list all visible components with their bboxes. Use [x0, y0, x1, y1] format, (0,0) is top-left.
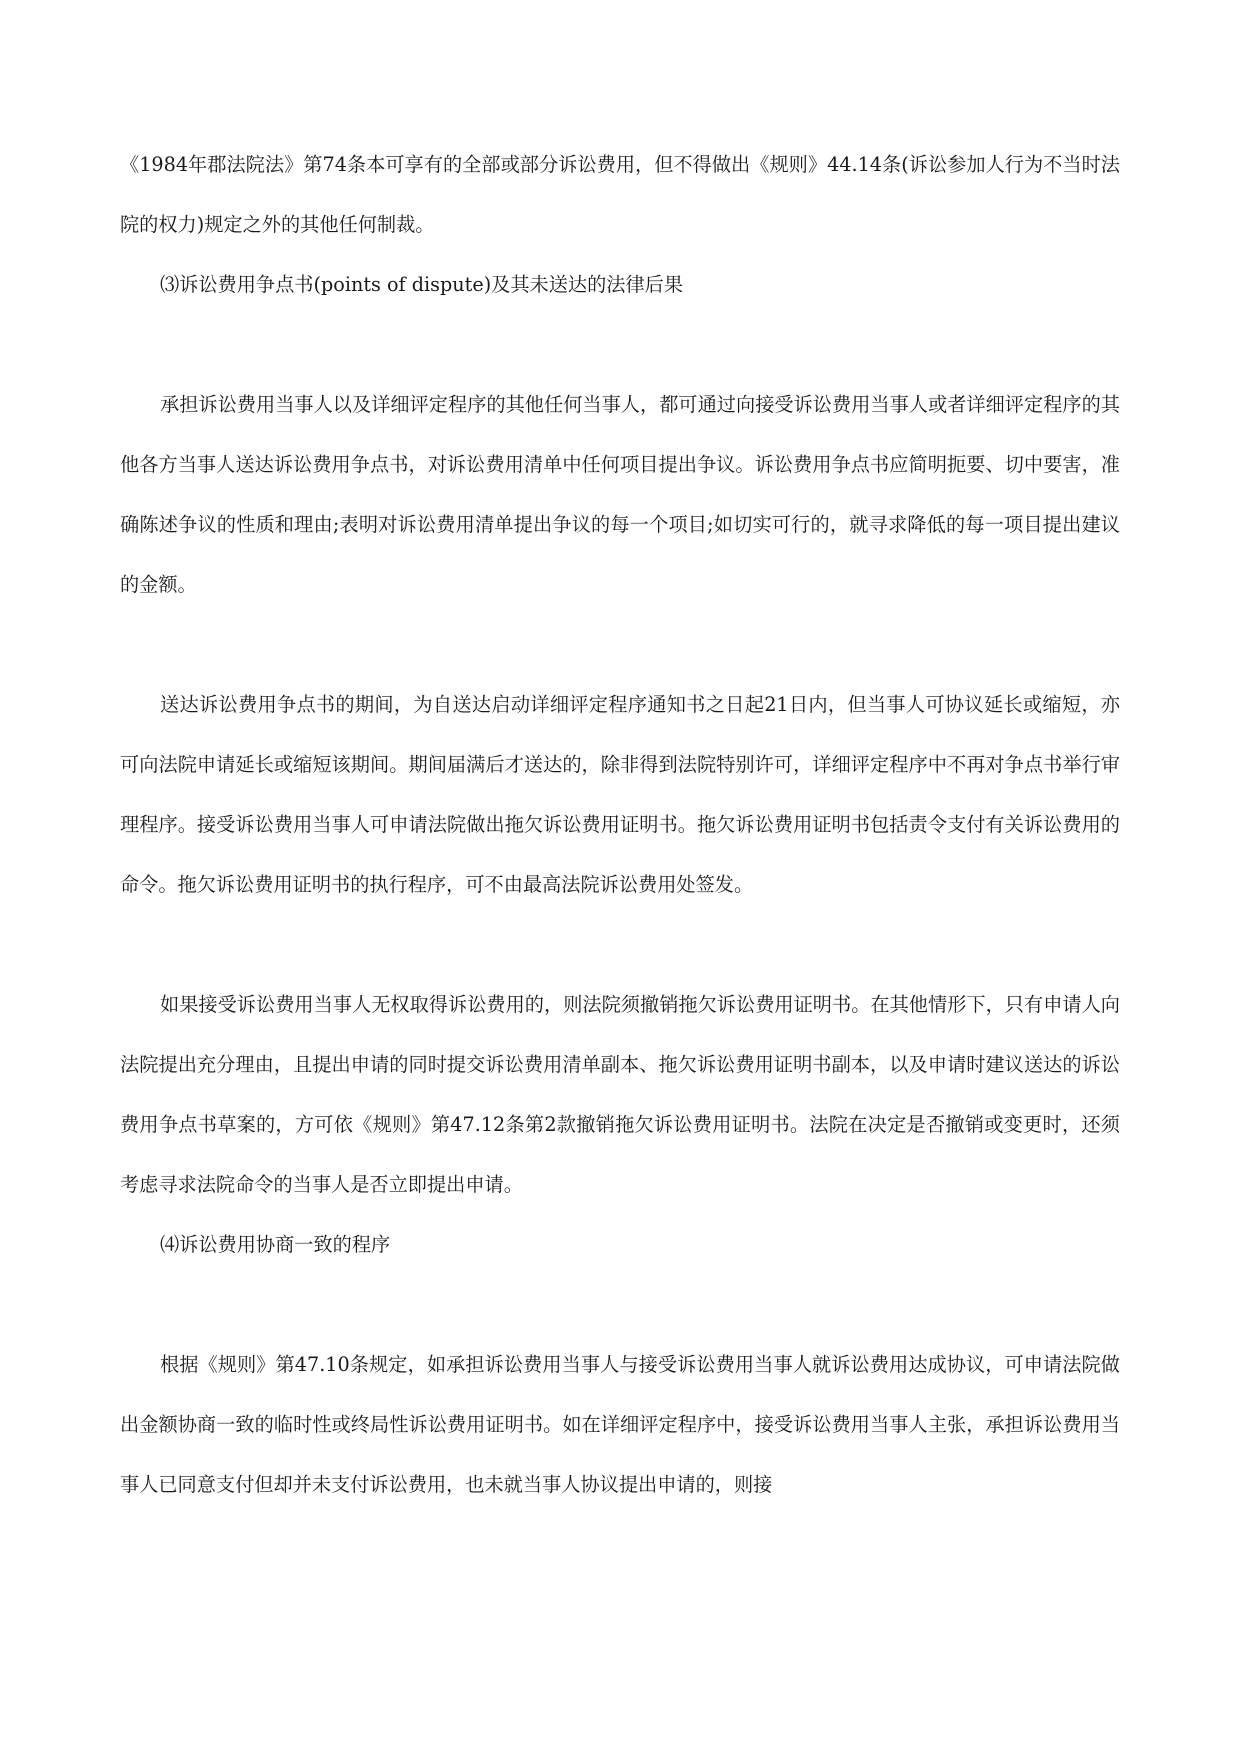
paragraph-revoke: 如果接受诉讼费用当事人无权取得诉讼费用的，则法院须撤销拖欠诉讼费用证明书。在其他情形下，只有申请人向法院提出充分理由，且提出申请的同时提交诉讼费用清单副本、拖欠诉讼费用证明书副本，以及申请时建议送达的诉讼费用争点书草案的，方可依《规则》第47.12条第2款撤销拖欠诉讼费用证明书。法院在决定是否撤销或变更时，还须考虑寻求法院命令的当事人是否立即提出申请。	[120, 993, 1120, 1196]
paragraph-period: 送达诉讼费用争点书的期间，为自送达启动详细评定程序通知书之日起21日内，但当事人可协议延长或缩短，亦可向法院申请延长或缩短该期间。期间届满后才送达的，除非得到法院特别许可，详细评定程序中不再对争点书举行审理程序。接受诉讼费用当事人可申请法院做出拖欠诉讼费用证明书。拖欠诉讼费用证明书包括责令支付有关诉讼费用的命令。拖欠诉讼费用证明书的执行程序，可不由最高法院诉讼费用处签发。	[120, 693, 1120, 896]
document-body	[120, 135, 1120, 1515]
section-heading-3: ⑶诉讼费用争点书(points of dispute)及其未送达的法律后果	[160, 273, 684, 296]
paragraph-dispute-serve: 承担诉讼费用当事人以及详细评定程序的其他任何当事人，都可通过向接受诉讼费用当事人或者详细评定程序的其他各方当事人送达诉讼费用争点书，对诉讼费用清单中任何项目提出争议。诉讼费用争点书应简明扼要、切中要害，准确陈述争议的性质和理由;表明对诉讼费用清单提出争议的每一个项目;如切实可行的，就寻求降低的每一项目提出建议的金额。	[120, 393, 1120, 596]
paragraph-agreed: 根据《规则》第47.10条规定，如承担诉讼费用当事人与接受诉讼费用当事人就诉讼费用达成协议，可申请法院做出金额协商一致的临时性或终局性诉讼费用证明书。如在详细评定程序中，接受诉讼费用当事人主张，承担诉讼费用当事人已同意支付但却并未支付诉讼费用，也未就当事人协议提出申请的，则接	[120, 1353, 1120, 1496]
paragraph-continuation: 《1984年郡法院法》第74条本可享有的全部或部分诉讼费用，但不得做出《规则》44.14条(诉讼参加人行为不当时法院的权力)规定之外的其他任何制裁。	[120, 153, 1120, 236]
section-heading-4: ⑷诉讼费用协商一致的程序	[160, 1233, 391, 1256]
